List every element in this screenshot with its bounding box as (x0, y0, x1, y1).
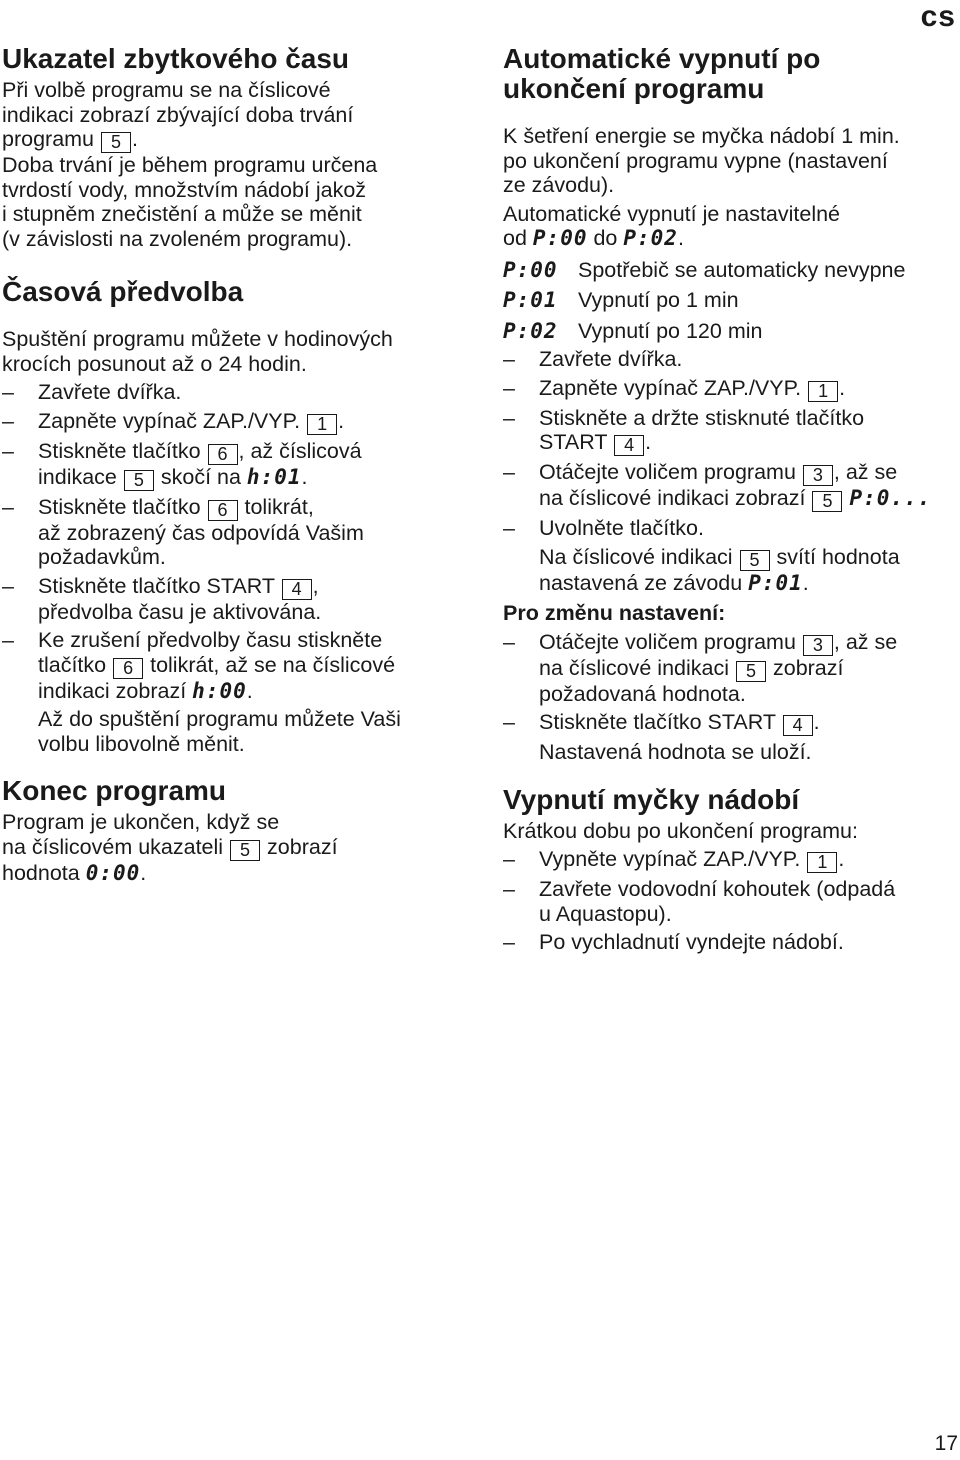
display-value: h:01 (246, 464, 302, 489)
step-item: – Stiskněte tlačítko 6 , až číslicová indikace 5 skočí na h:01. (2, 439, 462, 491)
option-row: P:01 Vypnutí po 1 min (503, 288, 739, 312)
step-item: – Zavřete dvířka. (2, 380, 462, 405)
heading-auto-off: Automatické vypnutí po ukončení programu (503, 43, 821, 104)
display-value: h:00 (192, 678, 247, 703)
text-line: tvrdostí vody, množstvím nádobí jakož (2, 177, 367, 202)
display-value: P:02 (623, 226, 678, 250)
heading-remaining-time: Ukazatel zbytkového času (2, 43, 350, 74)
key-5: 5 (101, 132, 131, 153)
page-number: 17 (934, 1432, 958, 1455)
step-item: – Zapněte vypínač ZAP./VYP. 1 . (503, 376, 958, 402)
text-line: Krátkou dobu po ukončení programu: (503, 818, 858, 843)
text-line: indikaci zobrazí zbývající doba trvání (2, 102, 354, 127)
text-line: ze závodu). (503, 173, 615, 197)
key-4: 4 (614, 435, 644, 456)
right-column (503, 44, 958, 955)
key-3: 3 (803, 635, 833, 656)
step-item: – Stiskněte tlačítko START 4 , předvolba času je aktivována. (2, 574, 462, 625)
heading-delay-start: Časová předvolba (2, 276, 244, 307)
text-line: hodnota 0:00. (2, 860, 147, 885)
heading-program-end: Konec programu (2, 775, 227, 806)
step-item: – Zavřete vodovodní kohoutek (odpadá u Aquastopu). (503, 877, 958, 926)
key-6: 6 (113, 658, 143, 679)
key-5: 5 (124, 470, 154, 491)
display-value: P:00 (532, 226, 588, 250)
text-line: krocích posunout až o 24 hodin. (2, 351, 307, 376)
display-value: P:01 (748, 570, 803, 595)
step-item: – Otáčejte voličem programu 3 , až se na číslicové indikaci 5 zobrazí požadovaná hodnota. (503, 630, 958, 707)
text-line: Při volbě programu se na číslicové (2, 78, 331, 102)
key-1: 1 (807, 852, 837, 873)
language-tag: cs (920, 0, 956, 33)
key-4: 4 (783, 715, 813, 736)
step-item: – Zapněte vypínač ZAP./VYP. 1 . (2, 409, 462, 435)
text-line: K šetření energie se myčka nádobí 1 min. (503, 124, 900, 148)
display-value: P:0... (849, 486, 932, 510)
text-line: po ukončení programu vypne (nastavení (503, 148, 888, 173)
step-item: – Zavřete dvířka. (503, 347, 958, 372)
step-item: – Stiskněte a držte stisknuté tlačítko START 4 . (503, 406, 958, 457)
key-5: 5 (740, 550, 770, 571)
left-column (2, 44, 462, 885)
text-line: Automatické vypnutí je nastavitelné (503, 201, 841, 226)
text-line: (v závislosti na zvoleném programu). (2, 226, 353, 251)
option-row: P:00 Spotřebič se automaticky nevypne (503, 257, 906, 282)
text-line: Doba trvání je během programu určena (2, 153, 378, 177)
key-1: 1 (307, 414, 337, 435)
key-4: 4 (282, 579, 312, 600)
note-line: Na číslicové indikaci 5 svítí hodnota nastavená ze závodu P:01. (539, 544, 900, 595)
note-line: Nastavená hodnota se uloží. (539, 740, 812, 764)
text-line: na číslicovém ukazateli 5 zobrazí (2, 834, 338, 860)
text-line: od P:00 do P:02. (503, 226, 684, 250)
key-3: 3 (803, 465, 833, 486)
key-5: 5 (812, 491, 842, 512)
display-value: 0:00 (85, 860, 141, 885)
step-item: – Vypněte vypínač ZAP./VYP. 1 . (503, 847, 958, 873)
text-line: programu 5 . (2, 127, 138, 152)
text-line: Program je ukončen, když se (2, 810, 280, 834)
step-item: – Stiskněte tlačítko 6 tolikrát, až zobrazený čas odpovídá Vašim požadavkům. (2, 495, 462, 570)
key-1: 1 (808, 381, 838, 402)
subheading-change-setting: Pro změnu nastavení: (503, 601, 726, 625)
step-item: – Stiskněte tlačítko START 4 . (503, 710, 958, 736)
step-item: – Uvolněte tlačítko. (503, 516, 958, 541)
step-item: – Ke zrušení předvolby času stiskněte tlačítko 6 tolikrát, až se na číslicové indikaci zobrazí h:00. (2, 628, 462, 703)
key-6: 6 (208, 444, 238, 465)
step-item: – Po vychladnutí vyndejte nádobí. (503, 930, 958, 955)
step-item: – Otáčejte voličem programu 3 , až se na číslicové indikaci zobrazí 5 P:0... (503, 460, 958, 512)
key-6: 6 (208, 500, 238, 521)
option-row: P:02 Vypnutí po 120 min (503, 318, 763, 343)
key-5: 5 (230, 840, 260, 861)
heading-switch-off: Vypnutí myčky nádobí (503, 783, 800, 815)
text-line: i stupněm znečistění a může se měnit (2, 202, 362, 226)
note-line: Až do spuštění programu můžete Vaši (38, 707, 401, 731)
text-line: Spuštění programu můžete v hodinových (2, 327, 393, 351)
note-line: volbu libovolně měnit. (38, 731, 245, 756)
key-5: 5 (736, 661, 766, 682)
